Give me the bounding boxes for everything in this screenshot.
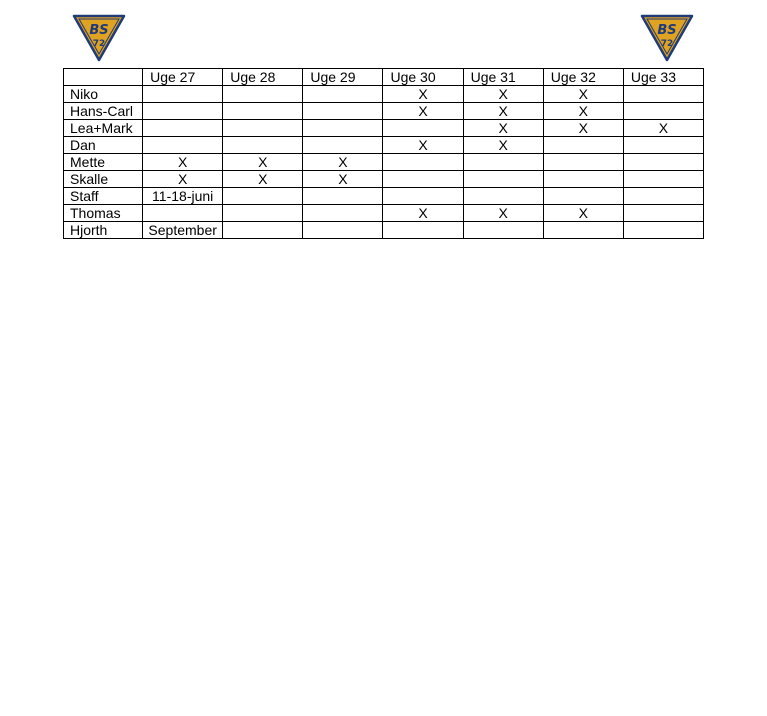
svg-text:72: 72 [660, 39, 674, 49]
schedule-mark-cell [303, 205, 383, 222]
person-name-cell: Mette [64, 154, 143, 171]
schedule-mark-cell: X [223, 154, 303, 171]
schedule-mark-cell [623, 171, 703, 188]
schedule-mark-cell [463, 171, 543, 188]
schedule-mark-cell: X [543, 103, 623, 120]
schedule-mark-cell: X [303, 171, 383, 188]
schedule-mark-cell [623, 222, 703, 239]
bs72-logo-left [72, 14, 126, 62]
schedule-mark-cell [543, 154, 623, 171]
svg-text:72: 72 [92, 39, 106, 49]
schedule-mark-cell [543, 171, 623, 188]
schedule-mark-cell: X [383, 205, 463, 222]
schedule-mark-cell: X [383, 137, 463, 154]
bs72-shield-icon [640, 14, 694, 62]
schedule-mark-cell [463, 188, 543, 205]
schedule-mark-cell [303, 222, 383, 239]
column-header-week: Uge 27 [143, 69, 223, 86]
schedule-mark-cell [303, 188, 383, 205]
schedule-note-cell: 11-18-juni [143, 188, 223, 205]
schedule-mark-cell: X [383, 103, 463, 120]
schedule-mark-cell [223, 103, 303, 120]
person-name-cell: Hjorth [64, 222, 143, 239]
schedule-mark-cell [543, 188, 623, 205]
schedule-mark-cell [543, 137, 623, 154]
schedule-mark-cell [143, 120, 223, 137]
svg-text:BS: BS [657, 23, 677, 38]
schedule-mark-cell [223, 222, 303, 239]
schedule-mark-cell [463, 222, 543, 239]
table-row [64, 154, 704, 171]
schedule-mark-cell: X [383, 86, 463, 103]
schedule-mark-cell: X [463, 137, 543, 154]
table-row [64, 171, 704, 188]
schedule-mark-cell [143, 205, 223, 222]
schedule-mark-cell: X [463, 103, 543, 120]
table-row [64, 188, 704, 205]
schedule-mark-cell [223, 86, 303, 103]
schedule-note-cell: September [143, 222, 223, 239]
schedule-mark-cell [623, 86, 703, 103]
schedule-mark-cell [303, 120, 383, 137]
person-name-cell: Dan [64, 137, 143, 154]
schedule-mark-cell [143, 86, 223, 103]
header-corner-cell [64, 69, 143, 86]
table-row [64, 103, 704, 120]
schedule-mark-cell: X [623, 120, 703, 137]
schedule-mark-cell: X [463, 120, 543, 137]
schedule-mark-cell [223, 205, 303, 222]
table-row [64, 120, 704, 137]
schedule-mark-cell [383, 120, 463, 137]
svg-text:BS: BS [89, 23, 109, 38]
schedule-mark-cell [223, 137, 303, 154]
column-header-week: Uge 30 [383, 69, 463, 86]
schedule-mark-cell [623, 154, 703, 171]
schedule-mark-cell [383, 171, 463, 188]
schedule-mark-cell [303, 86, 383, 103]
bs72-logo-right [640, 14, 694, 62]
schedule-mark-cell [623, 103, 703, 120]
schedule-mark-cell [543, 222, 623, 239]
schedule-mark-cell: X [143, 171, 223, 188]
schedule-mark-cell [383, 188, 463, 205]
schedule-mark-cell: X [223, 171, 303, 188]
schedule-mark-cell: X [463, 205, 543, 222]
schedule-mark-cell [463, 154, 543, 171]
person-name-cell: Hans-Carl [64, 103, 143, 120]
person-name-cell: Niko [64, 86, 143, 103]
table-body [64, 86, 704, 239]
bs72-shield-icon [72, 14, 126, 62]
column-header-week: Uge 31 [463, 69, 543, 86]
vacation-schedule-table [63, 68, 704, 239]
table-row [64, 86, 704, 103]
schedule-mark-cell: X [543, 120, 623, 137]
schedule-mark-cell [623, 188, 703, 205]
table-row [64, 137, 704, 154]
schedule-mark-cell [143, 137, 223, 154]
schedule-mark-cell: X [143, 154, 223, 171]
person-name-cell: Lea+Mark [64, 120, 143, 137]
table-row [64, 222, 704, 239]
schedule-mark-cell [303, 103, 383, 120]
table-row [64, 205, 704, 222]
person-name-cell: Skalle [64, 171, 143, 188]
schedule-mark-cell [383, 154, 463, 171]
column-header-week: Uge 29 [303, 69, 383, 86]
schedule-mark-cell [143, 103, 223, 120]
schedule-mark-cell: X [463, 86, 543, 103]
schedule-mark-cell [223, 120, 303, 137]
schedule-mark-cell [303, 137, 383, 154]
schedule-mark-cell [383, 222, 463, 239]
schedule-mark-cell [223, 188, 303, 205]
schedule-mark-cell [623, 137, 703, 154]
schedule-mark-cell [623, 205, 703, 222]
schedule-mark-cell: X [303, 154, 383, 171]
column-header-week: Uge 28 [223, 69, 303, 86]
column-header-week: Uge 32 [543, 69, 623, 86]
schedule-mark-cell: X [543, 86, 623, 103]
person-name-cell: Staff [64, 188, 143, 205]
schedule-mark-cell: X [543, 205, 623, 222]
table-header-row [64, 69, 704, 86]
person-name-cell: Thomas [64, 205, 143, 222]
column-header-week: Uge 33 [623, 69, 703, 86]
